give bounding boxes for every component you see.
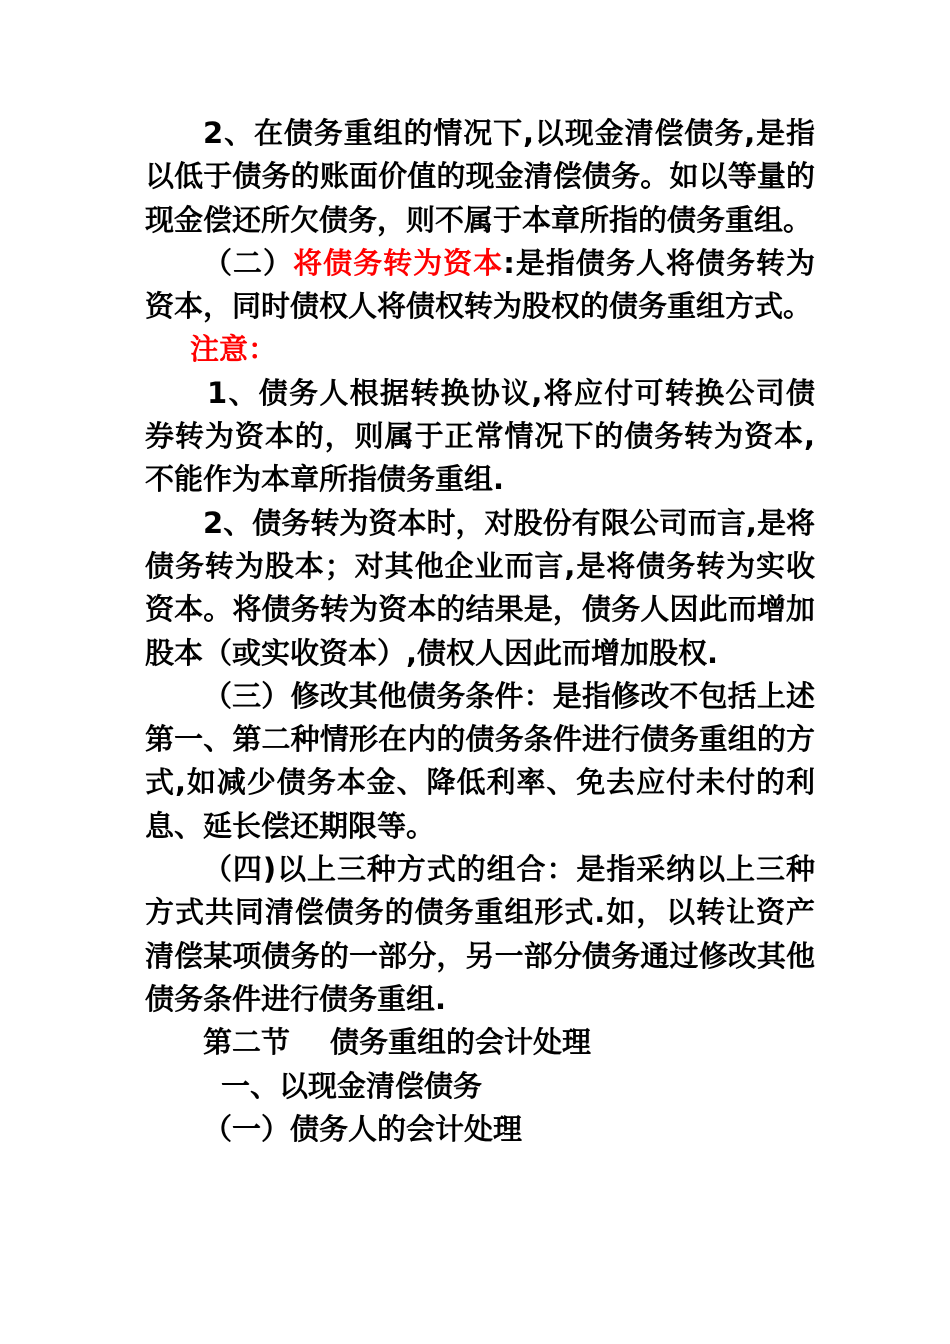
paragraph-prefix: （二） [203, 245, 294, 280]
note-label: 注意： [190, 332, 278, 367]
document-body [145, 112, 815, 1151]
paragraph-cash-settlement: 2、在债务重组的情况下,以现金清偿债务,是指以低于债务的账面价值的现金清偿债务。如以等量的现金偿还所欠债务，则不属于本章所指的债务重组。 [145, 116, 815, 237]
paragraph-convertible-bonds: 1、债务人根据转换协议,将应付可转换公司债券转为资本的，则属于正常情况下的债务转为资本,不能作为本章所指债务重组. [145, 375, 815, 497]
highlight-term: 将债务转为资本 [293, 245, 504, 280]
paragraph-debt-to-capital [145, 242, 815, 329]
section-title: 债务重组的会计处理 [330, 1025, 592, 1060]
subheading-cash: 一、以现金清偿债务 [221, 1068, 483, 1103]
section-heading [145, 1021, 815, 1064]
paragraph-definition: :是指债务人将债务转为资本，同时债权人将债权转为股权的债务重组方式。 [145, 245, 815, 324]
section-label: 第二节 [203, 1025, 291, 1060]
paragraph-combination: （四)以上三种方式的组合：是指采纳以上三种方式共同清偿债务的债务重组形式.如，以转让资产清偿某项债务的一部分，另一部分债务通过修改其他债务条件进行债务重组. [145, 852, 815, 1016]
paragraph-modify-terms: （三）修改其他债务条件：是指修改不包括上述第一、第二种情形在内的债务条件进行债务重组的方式,如减少债务本金、降低利率、免去应付未付的利息、延长偿还期限等。 [145, 678, 815, 843]
paragraph-share-capital: 2、债务转为资本时，对股份有限公司而言,是将债务转为股本；对其他企业而言,是将债务转为实收资本。将债务转为资本的结果是，债务人因此而增加股本（或实收资本）,债权人因此而增加股权. [145, 505, 815, 670]
subheading-debtor: （一）债务人的会计处理 [203, 1111, 523, 1146]
